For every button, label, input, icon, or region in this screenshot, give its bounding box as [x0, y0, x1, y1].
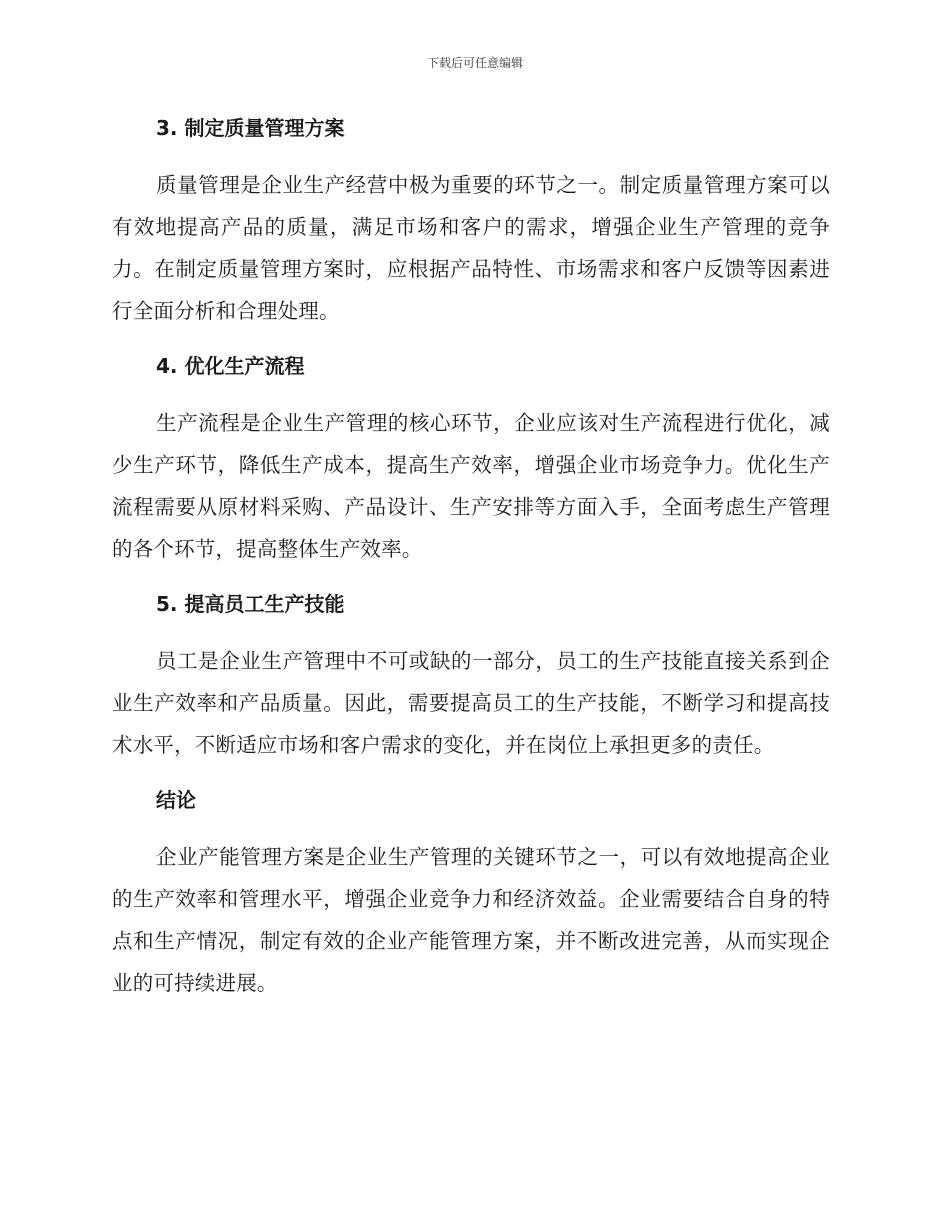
- section-heading-process: 4. 优化生产流程: [156, 354, 305, 378]
- section-heading-quality: 3. 制定质量管理方案: [156, 116, 345, 140]
- paragraph-conclusion: 企业产能管理方案是企业生产管理的关键环节之一，可以有效地提高企业的生产效率和管理水平，增强企业竞争力和经济效益。企业需要结合自身的特点和生产情况，制定有效的企业产能管理方案，并不断改进完善，从而实现企业的可持续进展。: [112, 845, 830, 995]
- header-note: 下载后可任意编辑: [426, 56, 523, 70]
- paragraph-quality: 质量管理是企业生产经营中极为重要的环节之一。制定质量管理方案可以有效地提高产品的质量，满足市场和客户的需求，增强企业生产管理的竞争力。在制定质量管理方案时，应根据产品特性、市场需求和客户反馈等因素进行全面分析和合理处理。: [112, 173, 830, 323]
- paragraph-process: 生产流程是企业生产管理的核心环节，企业应该对生产流程进行优化，减少生产环节，降低生产成本，提高生产效率，增强企业市场竞争力。优化生产流程需要从原材料采购、产品设计、生产安排等方面入手，全面考虑生产管理的各个环节，提高整体生产效率。: [112, 411, 830, 561]
- section-heading-conclusion: 结论: [156, 788, 196, 812]
- paragraph-skills: 员工是企业生产管理中不可或缺的一部分，员工的生产技能直接关系到企业生产效率和产品质量。因此，需要提高员工的生产技能，不断学习和提高技术水平，不断适应市场和客户需求的变化，并在岗位上承担更多的责任。: [112, 649, 830, 757]
- section-heading-skills: 5. 提高员工生产技能: [156, 592, 345, 616]
- document-body: [112, 112, 830, 1004]
